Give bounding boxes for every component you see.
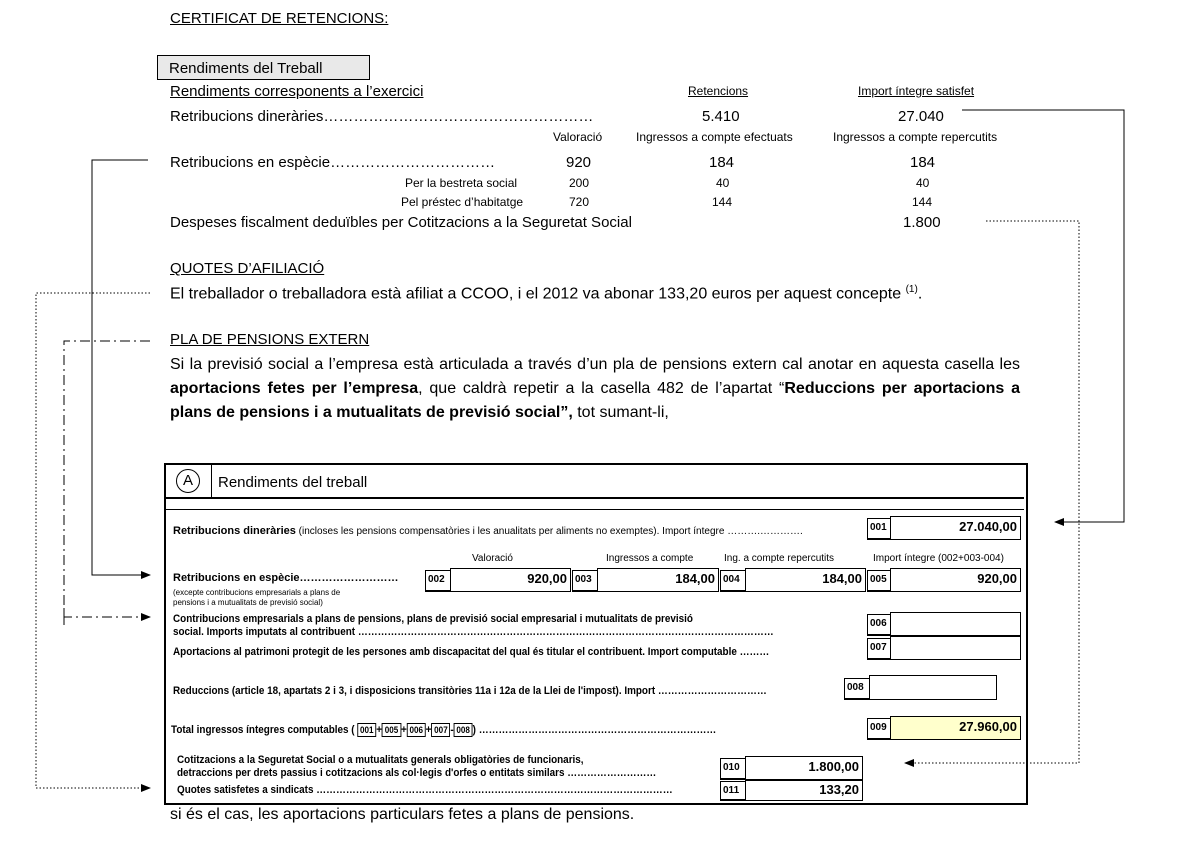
ref-box-001: 001 (357, 723, 376, 737)
arrow-especie-to-002 (92, 160, 150, 575)
prestec-ingressos: 144 (712, 195, 733, 209)
code-007: 007 (867, 638, 891, 660)
form-col-import: Import íntegre (002+003-004) (873, 553, 1004, 564)
row-001-bold: Retribucions dineràries (173, 525, 296, 537)
row-006-line-2: social. Imports imputats al contribuent ……………………………………………………………………………………………………………… (173, 626, 774, 638)
field-004[interactable]: 184,00 (745, 568, 866, 592)
row-002-label: Retribucions en espècie……………………… (173, 572, 399, 584)
section-tab-rendiments: Rendiments del Treball (157, 55, 370, 80)
row-001-rest: (incloses les pensions compensatòries i les anualitats per aliments no exemptes). Import íntegre ……….…………. (295, 526, 803, 537)
form-col-repercutits: Ing. a compte repercutits (724, 553, 835, 564)
row-010-line-1: Cotitzacions a la Seguretat Social o a mutualitats generals obligatòries de funcionaris, (177, 754, 584, 766)
code-010: 010 (720, 758, 746, 780)
arrow-quotes-to-011 (36, 293, 150, 788)
row-006-line-1: Contribucions empresarials a plans de pensions, plans de previsió social empresarial i mutualitats de previsió (173, 613, 693, 625)
row-009-op-3: + (425, 724, 432, 736)
field-009-total[interactable]: 27.960,00 (890, 716, 1021, 740)
pla-text-1: Si la previsió social a l’empresa està articulada a través d’un pla de pensions extern cal anotar en aquesta casella les (170, 356, 1020, 373)
row-002-note-2: pensions i a mutualitats de previsió social) (173, 598, 323, 607)
bestreta-ingressos: 40 (716, 176, 730, 190)
section-subtitle: Rendiments corresponents a l’exercici (170, 83, 424, 100)
ref-box-005: 005 (382, 723, 401, 737)
ref-box-006: 006 (407, 723, 426, 737)
code-009: 009 (867, 718, 891, 740)
especie-repercutits: 184 (910, 154, 936, 171)
arrow-pla-to-006 (64, 341, 150, 617)
prestec-repercutits: 144 (912, 195, 933, 209)
row-009-suffix: ) ……………………………………………………………… (472, 724, 717, 736)
code-008: 008 (844, 678, 870, 700)
col-header-import: Import íntegre satisfet (858, 84, 975, 98)
code-011: 011 (720, 781, 746, 801)
bestreta-valoracio: 200 (569, 176, 590, 190)
code-002: 002 (425, 570, 451, 592)
code-003: 003 (572, 570, 598, 592)
pla-text-3: tot sumant-li, (572, 404, 669, 421)
prestec-label: Pel préstec d’habitatge (401, 195, 524, 209)
col-header-retencions: Retencions (688, 84, 749, 98)
pla-text-2: , que caldrà repetir a la casella 482 de l’apartat “ (418, 380, 785, 397)
code-006: 006 (867, 614, 891, 636)
field-001[interactable]: 27.040,00 (890, 516, 1021, 540)
dineraries-import: 27.040 (898, 108, 944, 125)
form-col-ingressos: Ingressos a compte (606, 553, 694, 564)
certificate-title: CERTIFICAT DE RETENCIONS: (170, 10, 389, 27)
row-009-op-1: + (376, 724, 383, 736)
quotes-title: QUOTES D’AFILIACIÓ (170, 260, 325, 277)
field-010[interactable]: 1.800,00 (745, 756, 863, 780)
code-004: 004 (720, 570, 746, 592)
col-header-repercutits: Ingressos a compte repercutits (833, 130, 998, 144)
field-011[interactable]: 133,20 (745, 780, 863, 801)
despeses-value: 1.800 (903, 214, 941, 231)
quotes-end: . (917, 285, 923, 303)
field-005[interactable]: 920,00 (890, 568, 1021, 592)
code-005: 005 (867, 570, 891, 592)
row-007-label: Aportacions al patrimoni protegit de les persones amb discapacitat del qual és titular el contribuent. Import computable ……… (173, 646, 770, 658)
dineraries-retencions: 5.410 (702, 108, 740, 125)
form-title: Rendiments del treball (218, 474, 368, 491)
row-011-label: Quotes satisfetes a sindicats ……………………………………………………………………………………………… (177, 784, 673, 796)
row-010-line-2: detraccions per drets passius i cotitzacions als col·legis d'orfes o entitats similars ……………………… (177, 767, 657, 779)
field-002[interactable]: 920,00 (450, 568, 571, 592)
arrow-despeses-to-010 (905, 221, 1079, 763)
pla-title: PLA DE PENSIONS EXTERN (170, 331, 370, 348)
quotes-footnote: (1) (905, 284, 918, 295)
section-a-circle-icon: A (176, 469, 200, 493)
row-002-note-1: (excepte contribucions empresarials a plans de (173, 588, 341, 597)
bestreta-label: Per la bestreta social (405, 176, 518, 190)
pla-bold-1: aportacions fetes per l’empresa (170, 380, 419, 397)
especie-valoracio: 920 (566, 154, 592, 171)
col-header-valoracio: Valoració (553, 130, 603, 144)
field-003[interactable]: 184,00 (597, 568, 719, 592)
quotes-sentence: El treballador o treballadora està afiliat a CCOO, i el 2012 va abonar 133,20 euros per aquest concepte (170, 285, 902, 303)
col-header-ingressos: Ingressos a compte efectuats (636, 130, 793, 144)
especie-ingressos: 184 (709, 154, 735, 171)
prestec-valoracio: 720 (569, 195, 590, 209)
dineraries-label: Retribucions dineràries……………………………………………… (170, 108, 594, 125)
despeses-label: Despeses fiscalment deduïbles per Cotitzacions a la Seguretat Social (170, 214, 632, 231)
row-009-prefix: Total ingressos íntegres computables ( (171, 724, 355, 736)
row-009-op-2: + (400, 724, 407, 736)
ref-box-007: 007 (431, 723, 450, 737)
arrow-dineraries-to-001 (962, 110, 1124, 522)
ref-box-008: 008 (454, 723, 473, 737)
bestreta-repercutits: 40 (916, 176, 930, 190)
row-009-op-4: - (450, 724, 454, 736)
especie-label: Retribucions en espècie…………………………… (170, 154, 496, 171)
footer-text: si és el cas, les aportacions particulars fetes a plans de pensions. (170, 806, 635, 823)
form-col-valoracio: Valoració (472, 553, 513, 564)
code-001: 001 (867, 518, 891, 540)
row-008-label: Reduccions (article 18, apartats 2 i 3, i disposicions transitòries 11a i 12a de la Llei de l'impost). Import …………………………… (173, 685, 767, 697)
pla-bold-2: Reduccions per aportacions a plans de pensions i a mutualitats de previsió social”, (170, 380, 1021, 421)
